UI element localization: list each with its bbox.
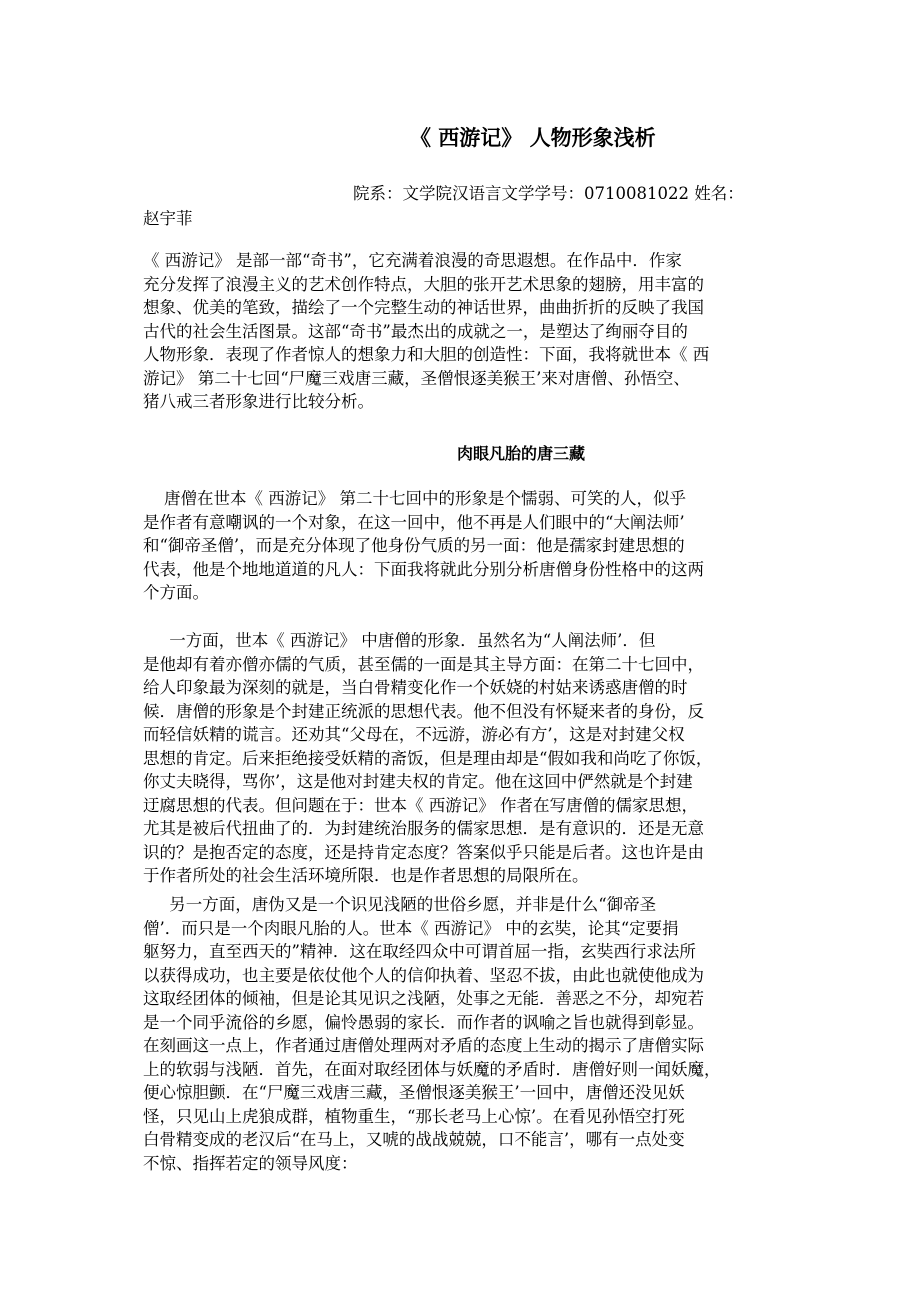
text-line: 是一个同乎流俗的乡愿，偏怜愚弱的家长．而作者的讽喻之旨也就得到彰显。 — [143, 1012, 704, 1032]
text-line: 不惊、指挥若定的领导风度： — [143, 1153, 358, 1173]
text-line: 和“御帝圣僧’，而是充分体现了他身份气质的另一面：他是孺家封建思想的 — [143, 536, 685, 555]
text-line: 是作者有意嘲讽的一个对象，在这一回中，他不再是人们眼中的“大阐法师’ — [143, 512, 685, 532]
text-line: 上的软弱与浅陋．首先，在面对取经团体与妖魔的矛盾时．唐僧好则一闻妖魔， — [143, 1059, 721, 1079]
text-line: 迂腐思想的代表。但问题在于：世本《 西游记》 作者在写唐僧的儒家思想， — [143, 795, 698, 815]
text-line: 唐僧在世本《 西游记》 第二十七回中的形象是个懦弱、可笑的人，似乎 — [143, 489, 686, 508]
text-line: 个方面。 — [143, 583, 209, 602]
text-line: 是他却有着亦僧亦儒的气质，甚至儒的一面是其主导方面：在第二十七回中， — [143, 654, 704, 674]
text-line: 白骨精变成的老汉后“在马上，又唬的战战兢兢，口不能言’，哪有一点处变 — [143, 1130, 685, 1149]
text-line: 代表，他是个地地道道的凡人：下面我将就此分别分析唐僧身份性格中的这两 — [143, 559, 704, 579]
text-line: 人物形象．表现了作者惊人的想象力和大胆的创造性：下面，我将就世本《 西 — [143, 345, 710, 364]
section-heading: 肉眼凡胎的唐三藏 — [457, 444, 586, 463]
text-line: 识的？是抱否定的态度，还是持肯定态度？答案似乎只能是后者。这也许是由 — [143, 842, 704, 862]
paragraph-1 — [143, 487, 783, 605]
text-line: 你丈夫晓得，骂你’，这是他对封建夫权的肯定。他在这回中俨然就是个封建 — [143, 772, 693, 791]
text-line: 候．唐僧的形象是个封建正统派的思想代表。他不但没有怀疑来者的身份，反 — [143, 701, 704, 721]
text-line: 怪，只见山上虎狼成群，植物重生，“那长老马上心惊’。在看见孙悟空打死 — [143, 1106, 685, 1126]
text-line: 便心惊胆颤．在“尸魔三戏唐三藏，圣僧恨逐美猴王’一回中，唐僧还没见妖 — [143, 1083, 685, 1102]
text-line: 想象、优美的笔致，描绘了一个完整生动的神话世界，曲曲折折的反映了我国 — [143, 298, 704, 317]
text-line: 一方面，世本《 西游记》 中唐僧的形象．虽然名为“人阐法师’．但 — [143, 631, 656, 650]
paragraph-2 — [143, 629, 783, 888]
paragraph-3 — [143, 893, 783, 1175]
text-line: 尤其是被后代扭曲了的．为封建统治服务的儒家思想．是有意识的．还是无意 — [143, 819, 704, 838]
text-line: 给人印象最为深刻的就是，当白骨精变化作一个妖娆的村姑来诱惑唐僧的时 — [143, 678, 688, 697]
text-line: 游记》 第二十七回“尸魔三戏唐三藏，圣僧恨逐美猴王’来对唐僧、孙悟空、 — [143, 368, 690, 388]
author-info-line-1: 院系：文学院汉语言文学学号：0710081022 姓名： — [353, 184, 744, 203]
text-line: 《 西游记》 是部一部“奇书”，它充满着浪漫的奇思遐想。在作品中．作家 — [143, 251, 682, 270]
text-line: 猪八戒三者形象进行比较分析。 — [143, 392, 374, 411]
text-line: 于作者所处的社会生活环境所限．也是作者思想的局限所在。 — [143, 866, 589, 885]
text-line: 另一方面，唐伪又是一个识见浅陋的世俗乡愿，并非是什么“御帝圣 — [143, 895, 657, 914]
text-line: 思想的肯定。后来拒绝接受妖精的斋饭，但是理由却是“假如我和尚吃了你饭， — [143, 748, 713, 768]
text-line: 以获得成功，也主要是依仗他个人的信仰执着、坚忍不拔，由此也就使他成为 — [143, 965, 704, 985]
text-line: 躯努力，直至西天的”精神．这在取经四众中可谓首屈一指，玄奘西行求法所 — [143, 942, 696, 961]
text-line: 这取经团体的倾袖，但是论其见识之浅陋，处事之无能．善恶之不分，却宛若 — [143, 989, 704, 1008]
text-line: 僧’．而只是一个肉眼凡胎的人。世本《 西游记》 中的玄奘，论其“定要捐 — [143, 918, 679, 938]
intro-paragraph — [143, 249, 783, 414]
text-line: 古代的社会生活图景。这部“奇书”最杰出的成就之一，是塑达了绚丽夺目的 — [143, 321, 688, 341]
document-title: 《 西游记》 人物形象浅析 — [410, 126, 656, 150]
text-line: 而轻信妖精的谎言。还劝其“父母在，不远游，游必有方’，这是对封建父权 — [143, 725, 685, 744]
author-info-line-2: 赵宇菲 — [143, 209, 193, 228]
text-line: 充分发挥了浪漫主义的艺术创作特点，大胆的张开艺术思象的翅膀，用丰富的 — [143, 274, 704, 294]
text-line: 在刻画这一点上，作者通过唐僧处理两对矛盾的态度上生动的揭示了唐僧实际 — [143, 1036, 704, 1055]
